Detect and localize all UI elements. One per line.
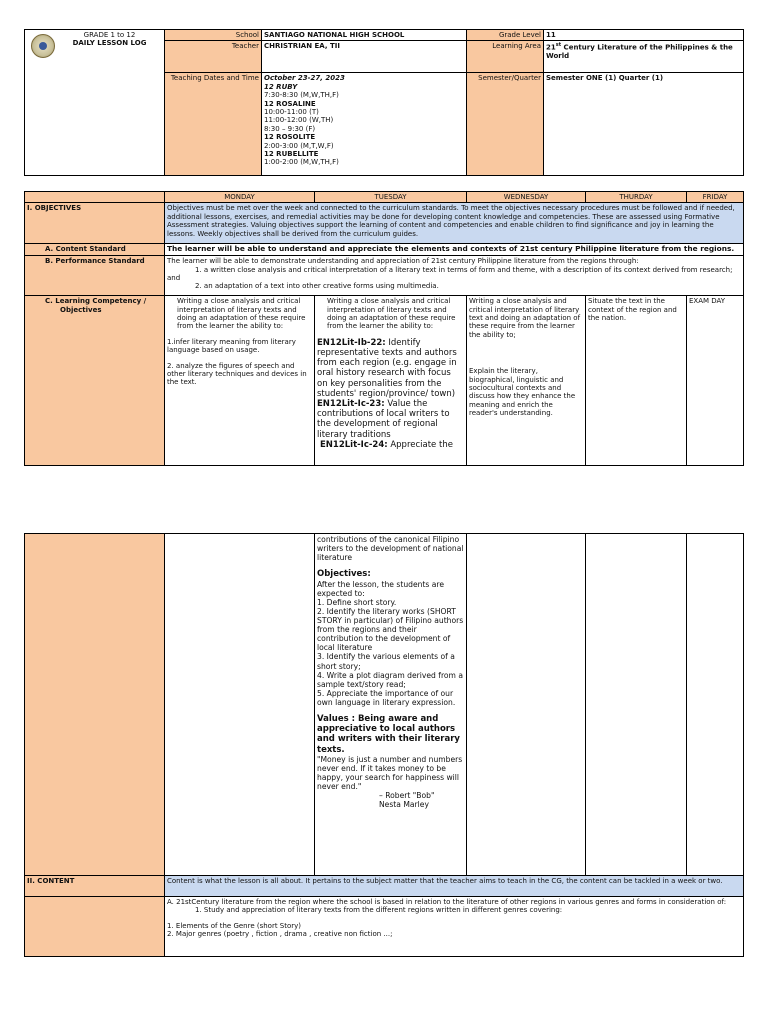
- dates-label: Teaching Dates and Time: [165, 73, 262, 176]
- objective-item: 2. Identify the literary works (SHORT STORY in particular) of Filipino authors from the regions and their contribution to the development of local literature: [317, 606, 464, 653]
- school-label: School: [165, 30, 262, 41]
- objectives-text: Objectives must be met over the week and connected to the curriculum standards. To meet the objectives necessary procedures must be followed and if needed, additional lessons, exercises, and remedial activities may be done for developing content knowledge and competencies. These are assessed using Formative Assessment strategies. Valuing objectives support the learning of content and competencies and enable children to find significance and joy in learning the lessons. Weekly objectives shall be derived from the curriculum guides.: [165, 203, 744, 244]
- school-value: SANTIAGO NATIONAL HIGH SCHOOL: [262, 30, 467, 41]
- teacher-value: CHRISTRIAN EA, TII: [262, 41, 467, 73]
- day-friday: FRIDAY: [687, 192, 744, 203]
- competency-label-line2: Objectives: [60, 305, 102, 314]
- thursday-continued: [586, 534, 687, 876]
- section-name: 12 RUBY: [264, 82, 298, 91]
- section-time: 2:00-3:00 (M,T,W,F): [264, 141, 334, 150]
- day-wednesday: WEDNESDAY: [467, 192, 586, 203]
- dates-schedule: [262, 73, 467, 176]
- content-line-a: A. 21stCentury literature from the region where the school is based in relation to the literature of other regions in various genres and forms in consideration of:: [167, 898, 727, 906]
- wednesday-intro: Writing a close analysis and critical interpretation of literary text and doing an adaptation of these require from the learner the ability to;: [469, 297, 581, 339]
- objectives-row: [25, 203, 744, 244]
- competency-tuesday: [315, 296, 467, 466]
- section-time: 7:30-8:30 (M,W,TH,F): [264, 91, 339, 100]
- competency-friday: EXAM DAY: [687, 296, 744, 466]
- day-thursday: THURDAY: [586, 192, 687, 203]
- competency-monday: [165, 296, 315, 466]
- teaching-dates: October 23-27, 2023: [264, 74, 345, 83]
- performance-item-2: 2. an adaptation of a text into other creative forms using multimedia.: [195, 282, 439, 291]
- teacher-label: Teacher: [165, 41, 262, 73]
- performance-standard-text: [165, 256, 744, 296]
- semester-label: Semester/Quarter: [467, 73, 544, 176]
- quote-author-line2: Nesta Marley: [379, 800, 429, 810]
- objective-item: 3. Identify the various elements of a short story;: [317, 652, 455, 671]
- tuesday-competency-3: EN12Lit-Ic-24: Appreciate the: [320, 439, 453, 450]
- monday-item-2: 2. analyze the figures of speech and other literary techniques and devices in the text.: [167, 361, 307, 387]
- learning-area-label: Learning Area: [467, 41, 544, 73]
- tuesday-competency-1: EN12Lit-Ib-22: Identify representative texts and authors from each region (e.g. engage in oral history research with focus on key personalities from the students' region/province/ town): [317, 337, 457, 399]
- section-time: 11:00-12:00 (W,TH): [264, 116, 334, 125]
- grade-level-value: 11: [544, 30, 744, 41]
- quote-text: "Money is just a number and numbers never end. If it takes money to be happy, your search for happiness will never end.": [317, 754, 463, 792]
- content-standard-text: The learner will be able to understand and appreciate the elements and contexts of 21st century Philippine literature from the regions.: [165, 244, 744, 256]
- header-table: [24, 29, 744, 176]
- content-standard-row: [25, 244, 744, 256]
- wednesday-item: Explain the literary, biographical, linguistic and sociocultural contexts and discuss how they enhance the meaning and enrich the reader's understanding.: [469, 367, 576, 418]
- competency-continued-label: [25, 534, 165, 876]
- competency-label-line1: C. Learning Competency /: [45, 297, 147, 306]
- friday-continued: [687, 534, 744, 876]
- section-time: 10:00-11:00 (T): [264, 107, 319, 116]
- objectives-heading: Objectives:: [317, 569, 371, 580]
- tuesday-continuation: contributions of the canonical Filipino writers to the development of national literature: [317, 535, 464, 563]
- semester-value: Semester ONE (1) Quarter (1): [544, 73, 744, 176]
- lesson-table-page1: [24, 191, 743, 466]
- performance-standard-label: B. Performance Standard: [25, 256, 165, 296]
- competency-thursday: Situate the text in the context of the region and the nation.: [586, 296, 687, 466]
- competency-wednesday: [467, 296, 586, 466]
- section-name: 12 ROSALINE: [264, 99, 316, 108]
- day-monday: MONDAY: [165, 192, 315, 203]
- days-header-row: [25, 192, 744, 203]
- content-standard-label: A. Content Standard: [25, 244, 165, 256]
- quote-author-line1: – Robert "Bob": [379, 791, 435, 801]
- monday-continued: [165, 534, 315, 876]
- wednesday-continued: [467, 534, 586, 876]
- content-blue-text: Content is what the lesson is all about. It pertains to the subject matter that the teacher aims to teach in the CG, the content can be tackled in a week or two.: [165, 876, 744, 897]
- deped-seal-icon: [31, 34, 55, 58]
- section-name: 12 RUBELLITE: [264, 149, 319, 158]
- performance-item-1: 1. a written close analysis and critical interpretation of a literary text in terms of form and theme, with a description of its context derived from research; and: [167, 265, 733, 283]
- tuesday-continued: [315, 534, 467, 876]
- section-name: 12 ROSOLITE: [264, 133, 316, 142]
- performance-standard-row: [25, 256, 744, 296]
- lesson-table-continued: [24, 533, 744, 957]
- content-item-1: 1. Elements of the Genre (short Story): [167, 921, 302, 930]
- objectives-intro: After the lesson, the students are expected to:: [317, 579, 445, 598]
- values-text: Values : Being aware and appreciative to local authors and writers with their literary texts.: [317, 714, 460, 755]
- content-row: [25, 876, 744, 897]
- lesson-table: [24, 191, 744, 466]
- tuesday-competency-2: EN12Lit-Ic-23: Value the contributions of local writers to the development of regional literary traditions: [317, 398, 450, 440]
- learning-area-value: 21st Century Literature of the Philippines & the World: [544, 41, 744, 73]
- tuesday-intro: Writing a close analysis and critical interpretation of literary texts and doing an adaptation of these require from the learner the ability to:: [327, 297, 456, 331]
- section-time: 1:00-2:00 (M,W,TH,F): [264, 158, 339, 167]
- competency-label: [25, 296, 165, 466]
- content-line-a1: 1. Study and appreciation of literary texts from the different regions written in different genres covering:: [195, 906, 563, 915]
- sections-list: [264, 83, 464, 167]
- content-item-2: 2. Major genres (poetry , fiction , drama , creative non fiction ...;: [167, 930, 393, 939]
- objective-item: 4. Write a plot diagram derived from a sample text/story read;: [317, 670, 464, 689]
- header-section: [24, 29, 743, 176]
- content-details: [165, 897, 744, 957]
- monday-intro: Writing a close analysis and critical interpretation of literary texts and doing an adaptation of these require from the learner the ability to:: [177, 297, 306, 331]
- section-time: 8:30 – 9:30 (F): [264, 124, 316, 133]
- monday-item-1: 1.infer literary meaning from literary language based on usage.: [167, 337, 296, 355]
- objectives-label: I. OBJECTIVES: [25, 203, 165, 244]
- objectives-list: [317, 598, 464, 707]
- content-details-row: [25, 897, 744, 957]
- day-tuesday: TUESDAY: [315, 192, 467, 203]
- lesson-table-page2: [24, 533, 743, 957]
- objective-item: 5. Appreciate the importance of our own language in literary expression.: [317, 688, 456, 707]
- objective-item: 1. Define short story.: [317, 597, 397, 607]
- competency-continued-row: [25, 534, 744, 876]
- content-details-label: [25, 897, 165, 957]
- grade-level-label: Grade Level: [467, 30, 544, 41]
- days-header-blank: [25, 192, 165, 203]
- competency-row: [25, 296, 744, 466]
- logo-cell: [25, 30, 165, 176]
- log-title: DAILY LESSON LOG: [72, 39, 147, 48]
- content-label: II. CONTENT: [25, 876, 165, 897]
- performance-intro: The learner will be able to demonstrate understanding and appreciation of 21st century Philippine literature from the regions through:: [167, 257, 639, 266]
- grade-range: GRADE 1 to 12: [83, 31, 136, 39]
